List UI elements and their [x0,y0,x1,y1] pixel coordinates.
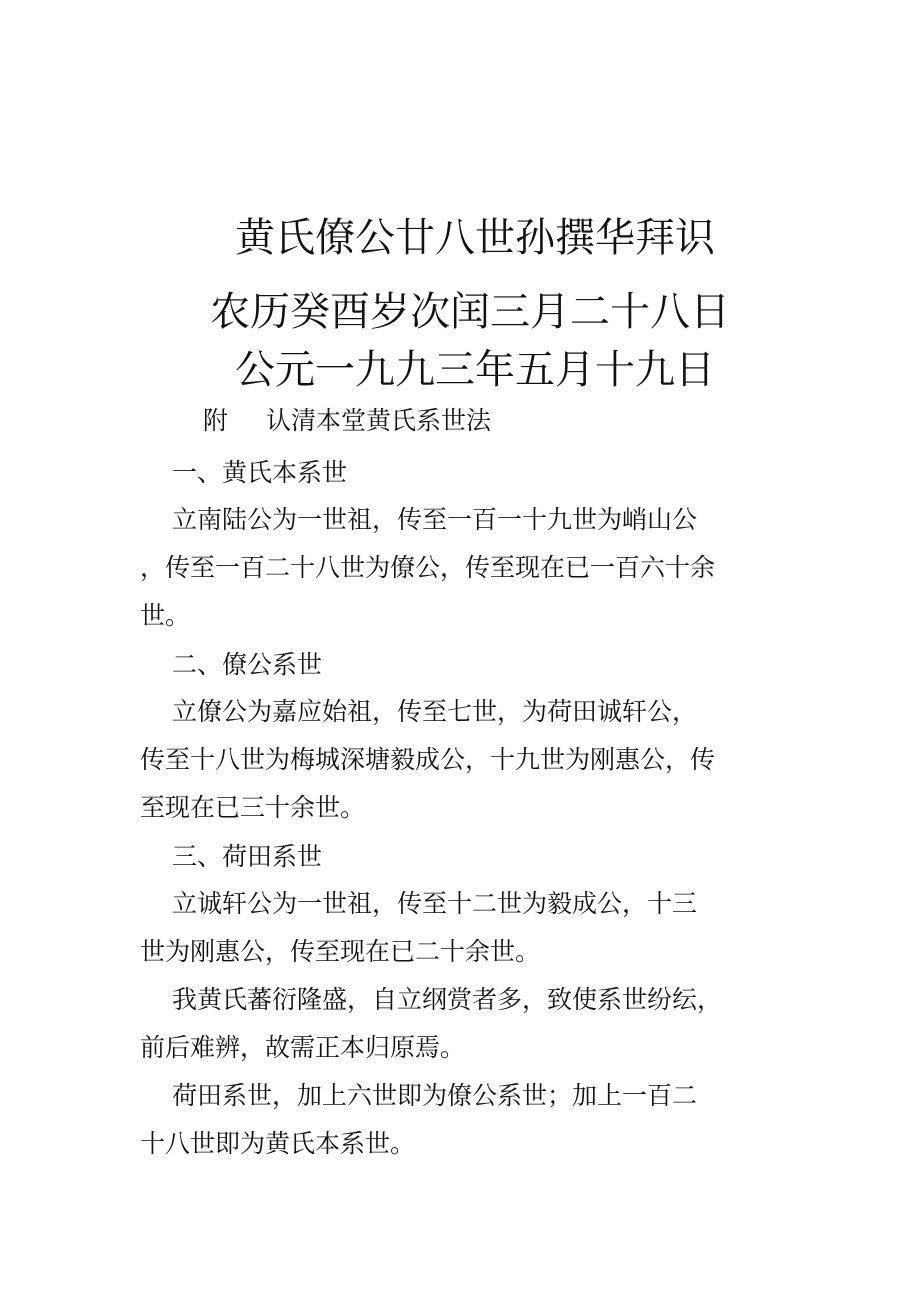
paragraph-2-line-2: 十八世即为黄氏本系世。 [140,1129,416,1158]
appendix-title [203,401,491,441]
section-1-line-2: ，传至一百二十八世为僚公，传至现在已一百六十余 [140,553,716,582]
section-1-line-3: 世。 [140,601,191,630]
section-2-line-1: 立僚公为嘉应始祖，传至七世，为荷田诚轩公， [172,697,698,726]
paragraph-1-line-1: 我黄氏蕃衍隆盛，自立纲赏者多，致使系世纷纭， [172,985,723,1014]
appendix-text: 认清本堂黄氏系世法 [266,406,492,435]
section-2-line-3: 至现在已三十余世。 [140,793,366,822]
section-3-line-1: 立诚轩公为一世祖，传至十二世为毅成公，十三 [172,889,698,918]
paragraph-2-line-1: 荷田系世，加上六世即为僚公系世；加上一百二 [172,1081,698,1110]
paragraph-1-line-2: 前后难辨，故需正本归原焉。 [140,1033,466,1062]
section-2-line-2: 传至十八世为梅城深塘毅成公，十九世为刚惠公，传 [140,745,716,774]
section-heading-3: 三、荷田系世 [172,842,323,871]
section-1-line-1: 立南陆公为一世祖，传至一百一十九世为峭山公 [172,505,698,534]
section-heading-2: 二、僚公系世 [172,650,323,679]
gregorian-date-heading: 公元一九九三年五月十九日 [235,347,715,393]
lunar-date-heading: 农历癸酉岁次闰三月二十八日 [210,289,730,335]
section-3-line-2: 世为刚惠公，传至现在已二十余世。 [140,937,541,966]
section-heading-1: 一、黄氏本系世 [172,458,348,487]
signature-heading: 黄氏僚公廿八世孙撰华拜识 [235,215,715,261]
appendix-label: 附 [203,406,229,435]
